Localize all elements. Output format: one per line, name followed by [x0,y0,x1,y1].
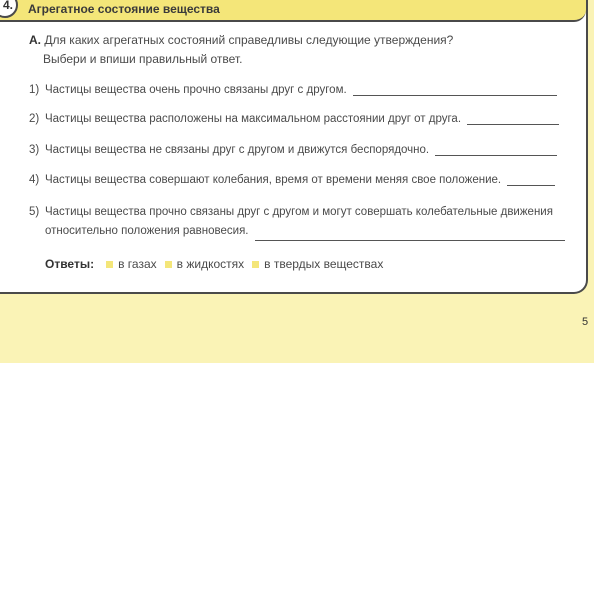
bullet-square-icon [165,261,172,268]
statement-number: 5) [29,206,40,218]
statement-number: 3) [29,144,40,156]
statement-text-line2: относительно положения равновесия. [45,225,249,237]
exercise-card [0,0,588,294]
answer-blank-2[interactable] [467,115,559,125]
answer-option-liquids: в жидкостях [165,257,245,271]
question-prompt [29,31,453,69]
statement-number: 1) [29,84,40,96]
exercise-title: Агрегатное состояние вещества [28,2,220,16]
statement-1 [29,84,557,96]
statement-text: Частицы вещества не связаны друг с другом и движутся беспорядочно. [45,144,430,156]
statement-5 [29,203,565,241]
statement-4 [29,174,555,186]
question-letter: А. [29,33,41,47]
bullet-square-icon [252,261,259,268]
answer-options [45,257,391,271]
statement-text: Частицы вещества расположены на максимальном расстоянии друг от друга. [45,113,462,125]
answer-blank-4[interactable] [507,176,555,186]
statement-text: Частицы вещества очень прочно связаны друг с другом. [45,84,347,96]
page-number: 5 [582,316,589,328]
statement-number: 2) [29,113,40,125]
statement-text: Частицы вещества совершают колебания, время от времени меняя свое положение. [45,174,502,186]
exercise-number: 4. [0,0,18,18]
statement-3 [29,144,557,156]
question-instruction: Выбери и впиши правильный ответ. [43,52,243,66]
answers-label: Ответы: [45,257,95,271]
answer-blank-3[interactable] [435,146,557,156]
statement-2 [29,113,559,125]
exercise-header [0,0,586,22]
statement-number: 4) [29,174,40,186]
question-text: Для каких агрегатных состояний справедливы следующие утверждения? [44,33,454,47]
answer-option-gases: в газах [106,257,157,271]
bullet-square-icon [106,261,113,268]
answer-blank-1[interactable] [353,86,557,96]
statement-text-line1: Частицы вещества прочно связаны друг с другом и могут совершать колебательные движения [45,206,553,218]
answer-option-solids: в твердых веществах [252,257,383,271]
answer-blank-5[interactable] [255,231,565,241]
